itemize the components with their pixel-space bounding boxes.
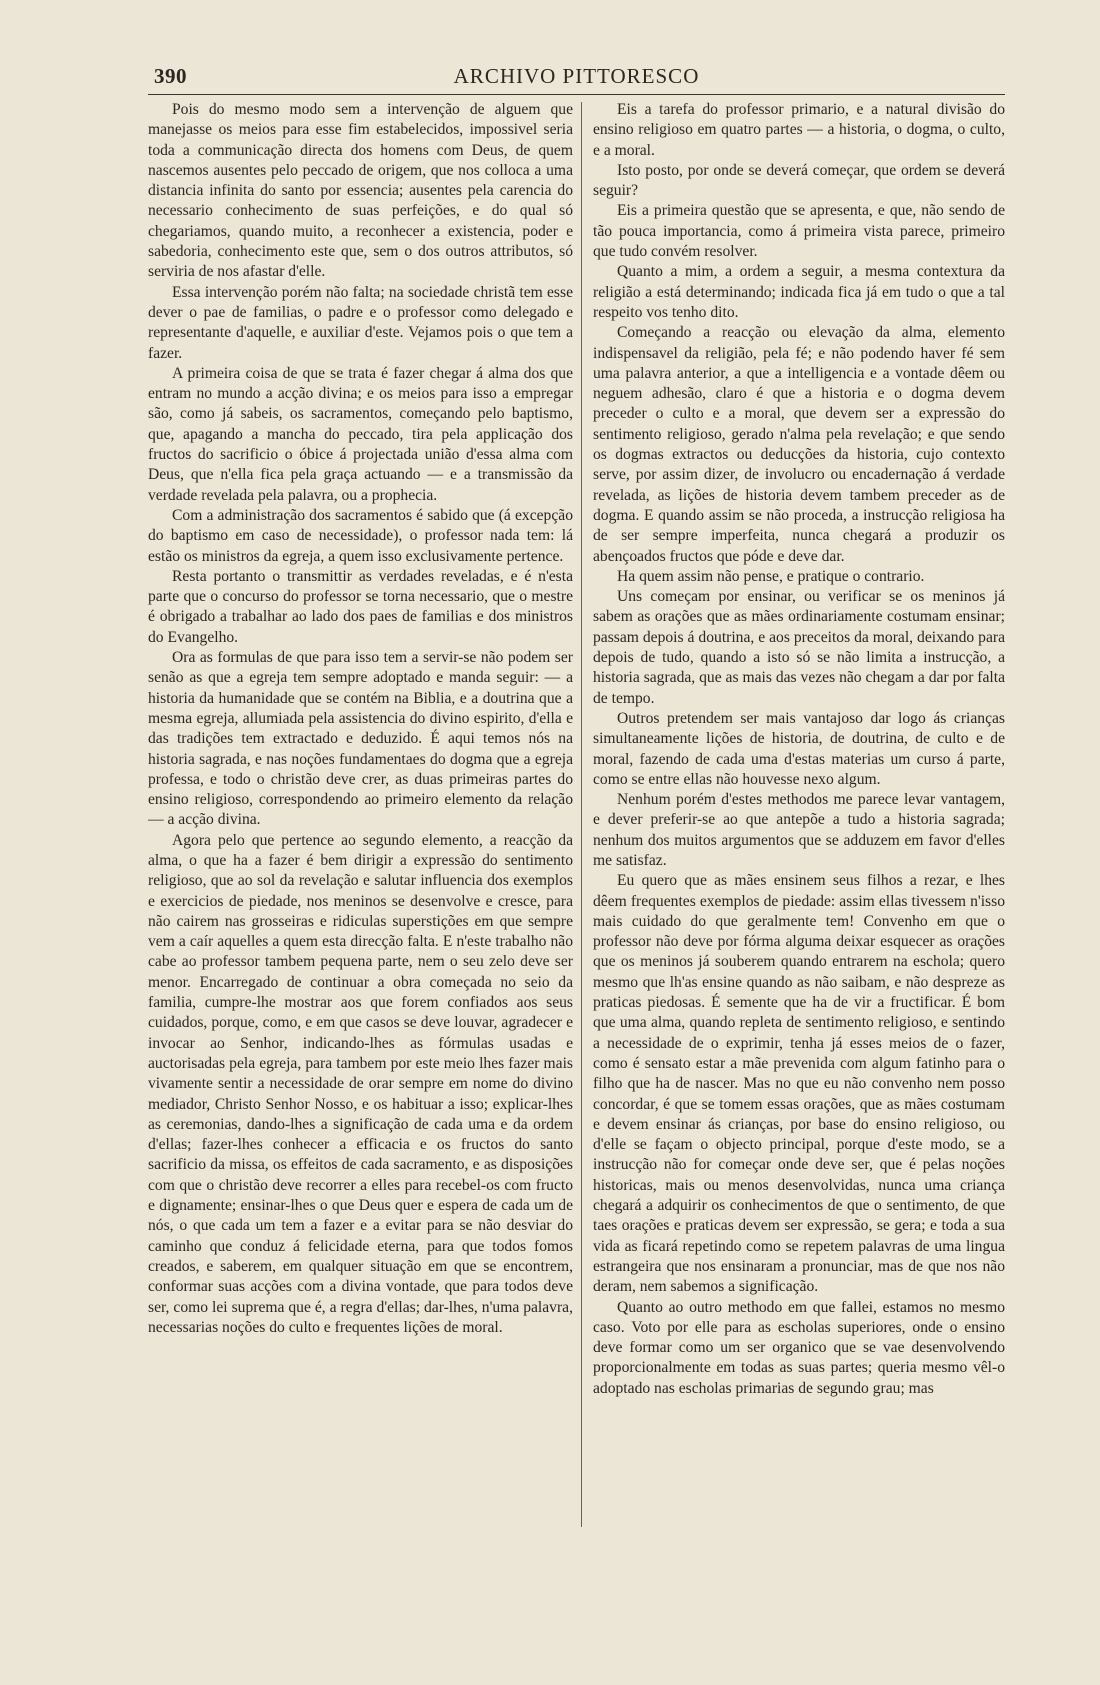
right-column	[593, 100, 1005, 1530]
left-column	[148, 100, 573, 1530]
paragraph: Eis a primeira questão que se apresenta, e que, não sendo de tão pouca importancia, como á primeira vista parece, primeiro que tudo convém resolver.	[593, 202, 1005, 261]
paragraph: Agora pelo que pertence ao segundo elemento, a reacção da alma, o que ha a fazer é bem dirigir a expressão do sentimento religioso, que ao sol da revelação e salutar influencia dos exemplos e exercicios de piedade, nos meninos se desenvolve e cresce, para não cairem nas grosseiras e ridiculas superstições em que sempre vem a caír aquelles a quem esta direcção falta. E n'este trabalho não cabe ao professor tambem pequena parte, nem o seu zelo deve ser menor. Encarregado de continuar a obra começada no seio da familia, cumpre-lhe mostrar aos que forem confiados aos seus cuidados, porque, como, e em que casos se deve louvar, agradecer e invocar ao Senhor, indicando-lhes as fórmulas usadas e auctorisadas pela egreja, para tambem por este meio lhes fazer mais vivamente sentir a necessidade de orar sempre em nome do divino mediador, Christo Senhor Nosso, e os habituar a isso; explicar-lhes as ceremonias, dando-lhes a significação de cada uma e da ordem d'ellas; fazer-lhes conhecer a efficacia e os fructos do santo sacrificio da missa, os effeitos de cada sacramento, e as disposições com que o christão deve recorrer a elles para recebel-os com fructo e dignamente; ensinar-lhes o que Deus quer e espera de cada um de nós, o que cada um tem a fazer e a evitar para se não desviar do caminho que conduz á felicidade eterna, para que todos fomos creados, e saberem, em qualquer situação em que se encontrem, conformar suas acções com a divina vontade, que para todos deve ser, como lei suprema que é, a regra d'ellas; dar-lhes, n'uma palavra, necessarias noções do culto e frequentes lições de moral.	[148, 831, 573, 1336]
paragraph: Eu quero que as mães ensinem seus filhos a rezar, e lhes dêem frequentes exemplos de piedade: assim ellas tivessem n'isso mais cuidado do que geralmente tem! Convenho em que o professor não deve por fórma alguma deixar esquecer as orações que os meninos já souberem quando entrarem na eschola; quero mesmo que lh'as ensine quando as não saibam, e não despreze as praticas piedosas. É semente que ha de vir a fructificar. É bom que uma alma, quando repleta de sentimento religioso, e sentindo a necessidade de o exprimir, tenha já esses meios de o fazer, como é sensato estar a mãe prevenida com algum fatinho para o filho que ha de nascer. Mas no que eu não convenho nem posso concordar, é que se tomem essas orações, que as mães costumam e devem ensinar ás crianças, por base do ensino religioso, ou d'elle se façam o objecto principal, porque d'este modo, se a instrucção não for começar onde deve ser, que é pelas noções historicas, mais ou menos desenvolvidas, nunca uma criança chegará a adquirir os conhecimentos de que o sentimento, de que taes orações e praticas devem ser expressão, se gera; e toda a sua vida as ficará repetindo como se repetem palavras de uma lingua estrangeira que nos ensinaram a pronunciar, mas de que nos não deram, nem sabemos a significação.	[593, 872, 1005, 1296]
paragraph: Isto posto, por onde se deverá começar, que ordem se deverá seguir?	[593, 161, 1005, 200]
page-header	[148, 60, 1005, 95]
text-columns	[148, 100, 1005, 1530]
paragraph: Quanto ao outro methodo em que fallei, estamos no mesmo caso. Voto por elle para as escholas superiores, onde o ensino deve formar como um ser organico que se vae desenvolvendo proporcionalmente em todas as suas partes; queria mesmo vêl-o adoptado nas escholas primarias de segundo grau; mas	[593, 1298, 1005, 1397]
paragraph: A primeira coisa de que se trata é fazer chegar á alma dos que entram no mundo a acção divina; e os meios para isso a empregar são, como já sabeis, os sacramentos, começando pelo baptismo, que, apagando a mancha do peccado, tira pela applicação dos fructos do sacrificio o óbice á projectada união d'essa alma com Deus, que n'ella fica pela graça actuando — e a transmissão da verdade revelada pela palavra, ou a prophecia.	[148, 364, 573, 504]
paragraph: Pois do mesmo modo sem a intervenção de alguem que manejasse os meios para esse fim estabelecidos, impossivel seria toda a communicação directa dos homens com Deus, de quem nascemos ausentes pelo peccado de origem, que nos colloca a uma distancia infinita do santo por essencia; ausentes pela carencia do necessario conhecimento de suas perfeições, e do qual só chegariamos, quando muito, a reconhecer a existencia, poder e sabedoria, conhecimento este que, sem o dos outros attributos, só serviria de nos afastar d'elle.	[148, 101, 573, 281]
paragraph: Ora as formulas de que para isso tem a servir-se não podem ser senão as que a egreja tem sempre adoptado e manda seguir: — a historia da humanidade que se contém na Biblia, e a doutrina que a mesma egreja, allumiada pela assistencia do divino espirito, d'ella e das tradições tem extractado e deduzido. É aqui temos nós na historia sagrada, e nas noções fundamentaes do dogma que a egreja professa, e todo o christão deve crer, as duas primeiras partes do ensino religioso, correspondendo ao primeiro elemento da relação — a acção divina.	[148, 649, 573, 829]
paragraph: Resta portanto o transmittir as verdades reveladas, e é n'esta parte que o concurso do professor se torna necessario, que o mestre é obrigado a trabalhar ao lado dos paes de familias e dos ministros do Evangelho.	[148, 567, 573, 646]
paragraph: Quanto a mim, a ordem a seguir, a mesma contextura da religião a está determinando; indicada fica já em tudo o que a tal respeito vos tenho dito.	[593, 263, 1005, 321]
paragraph: Com a administração dos sacramentos é sabido que (á excepção do baptismo em caso de necessidade), o professor nada tem: lá estão os ministros da egreja, a quem isso exclusivamente pertence.	[148, 506, 573, 565]
running-title: ARCHIVO PITTORESCO	[453, 64, 700, 88]
paragraph: Ha quem assim não pense, e pratique o contrario.	[617, 567, 925, 585]
paragraph: Nenhum porém d'estes methodos me parece levar vantagem, e dever preferir-se ao que antepõe a tudo a historia sagrada; nenhum dos muitos argumentos que se adduzem em favor d'elles me satisfaz.	[593, 791, 1005, 869]
page-number: 390	[154, 64, 187, 88]
paragraph: Essa intervenção porém não falta; na sociedade christã tem esse dever o pae de familias, o padre e o professor como delegado e representante d'aquelle, e auxiliar d'este. Vejamos pois o que tem a fazer.	[148, 283, 573, 362]
column-divider	[581, 102, 582, 1527]
paragraph: Uns começam por ensinar, ou verificar se os meninos já sabem as orações que as mães ordinariamente costumam ensinar; passam depois á doutrina, e aos preceitos da moral, deixando para depois de tudo, quando a isto só se não limita a instrucção, a historia sagrada, que as mais das vezes não chegam a dar por falta de tempo.	[593, 588, 1005, 707]
paragraph: Eis a tarefa do professor primario, e a natural divisão do ensino religioso em quatro partes — a historia, o dogma, o culto, e a moral.	[593, 101, 1005, 159]
paragraph: Outros pretendem ser mais vantajoso dar logo ás crianças simultaneamente lições de historia, de doutrina, de culto e de moral, fazendo de cada uma d'estas materias um curso á parte, como se entre ellas não houvesse nexo algum.	[593, 709, 1005, 788]
paragraph: Começando a reacção ou elevação da alma, elemento indispensavel da religião, pela fé; e não podendo haver fé sem uma palavra anterior, a que a intelligencia e a vontade dêem ou neguem adhesão, claro é que a historia e o dogma devem preceder o culto e a moral, que devem ser a expressão do sentimento religioso, gerado n'alma pela revelação; e que sendo os dogmas extractos ou deducções da historia, cujo contexto serve, por assim dizer, de involucro ou encadernação á verdade revelada, as lições de historia devem tambem preceder as de dogma. E quando assim se não proceda, a instrucção religiosa ha de ser sempre imperfeita, nunca chegará a produzir os abençoados fructos que póde e deve dar.	[593, 324, 1005, 565]
